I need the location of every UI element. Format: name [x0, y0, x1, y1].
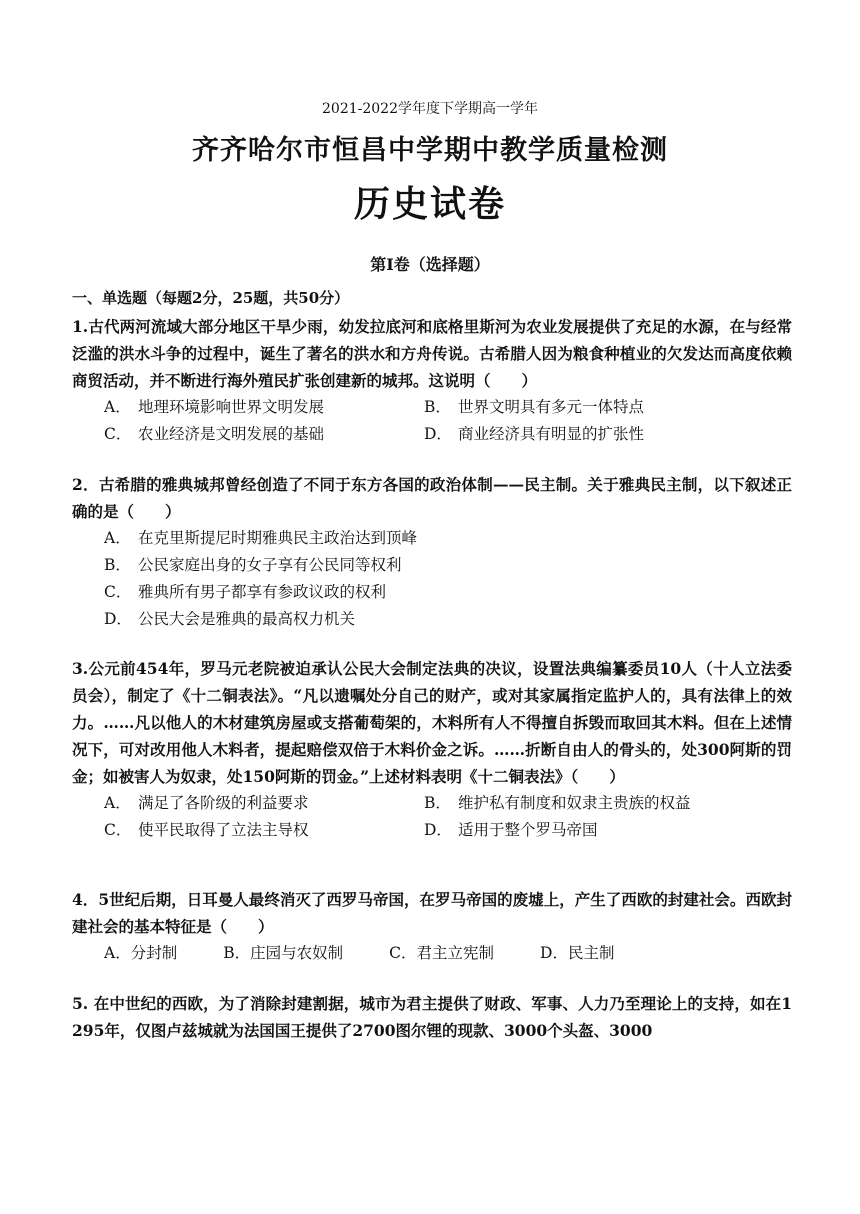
question-2 — [72, 471, 792, 633]
option-text: 适用于整个罗马帝国 — [458, 821, 598, 839]
option-letter: A． — [104, 398, 131, 416]
option-a — [104, 790, 424, 817]
option-b — [424, 394, 744, 421]
option-text: 在克里斯提尼时期雅典民主政治达到顶峰 — [138, 529, 418, 547]
option-d — [424, 421, 744, 448]
exam-subject-title: 历史试卷 — [353, 183, 506, 225]
question-stem: 1.古代两河流域大部分地区干旱少雨，幼发拉底河和底格里斯河为农业发展提供了充足的水源，在与经常泛滥的洪水斗争的过程中，诞生了著名的洪水和方舟传说。古希腊人因为粮食种植业的欠发达而高度依赖商贸活动，并不断进行海外殖民扩张创建新的城邦。这说明（ ） — [72, 317, 792, 390]
section-heading: 一、单选题（每题2分，25题，共50分） — [72, 289, 350, 307]
option-text: 雅典所有男子都享有参政议政的权利 — [138, 583, 387, 601]
option-text: 庄园与农奴制 — [250, 944, 344, 962]
option-text: 商业经济具有明显的扩张性 — [458, 425, 645, 443]
question-options — [72, 525, 792, 633]
option-text: 维护私有制度和奴隶主贵族的权益 — [458, 794, 691, 812]
option-b — [104, 552, 792, 579]
option-letter: A． — [104, 944, 131, 962]
exam-year-line: 2021-2022学年度下学期高一学年 — [322, 101, 538, 117]
question-3 — [72, 655, 792, 844]
option-b — [424, 790, 744, 817]
question-options — [72, 940, 792, 967]
question-stem: 4．5世纪后期，日耳曼人最终消灭了西罗马帝国，在罗马帝国的废墟上，产生了西欧的封建社会。西欧封建社会的基本特征是（ ） — [72, 890, 792, 936]
option-c — [389, 940, 494, 967]
option-letter: B． — [223, 944, 251, 962]
option-d — [540, 940, 614, 967]
option-letter: C． — [104, 583, 132, 601]
option-letter: D． — [540, 944, 568, 962]
option-a — [104, 940, 177, 967]
option-text: 分封制 — [130, 944, 178, 962]
option-text: 使平民取得了立法主导权 — [138, 821, 309, 839]
option-text: 满足了各阶级的利益要求 — [138, 794, 309, 812]
option-letter: D． — [424, 425, 452, 443]
option-letter: D． — [424, 821, 452, 839]
option-c — [104, 421, 424, 448]
option-c — [104, 579, 792, 606]
option-d — [104, 606, 792, 633]
question-options — [72, 790, 792, 844]
option-text: 地理环境影响世界文明发展 — [138, 398, 325, 416]
option-letter: C． — [104, 821, 132, 839]
question-stem: 3.公元前454年，罗马元老院被迫承认公民大会制定法典的决议，设置法典编纂委员10人（十人立法委员会），制定了《十二铜表法》。“凡以遗嘱处分自己的财产，或对其家属指定监护人的，具有法律上的效力。……凡以他人的木材建筑房屋或支搭葡萄架的，木料所有人不得擅自拆毁而取回其木料。但在上述情况下，可对改用他人木料者，提起赔偿双倍于木料价金之诉。……折断自由人的骨头的，处300阿斯的罚金；如被害人为奴隶，处150阿斯的罚金。”上述材料表明《十二铜表法》（ ） — [72, 659, 792, 786]
question-5 — [72, 990, 792, 1044]
option-b — [223, 940, 343, 967]
exam-school-title: 齐齐哈尔市恒昌中学期中教学质量检测 — [192, 135, 668, 166]
option-text: 公民家庭出身的女子享有公民同等权利 — [138, 556, 402, 574]
option-letter: D． — [104, 610, 132, 628]
option-text: 农业经济是文明发展的基础 — [138, 425, 325, 443]
question-4 — [72, 886, 792, 967]
option-a — [104, 525, 792, 552]
question-options — [72, 394, 792, 448]
option-a — [104, 394, 424, 421]
option-letter: A． — [104, 529, 131, 547]
option-c — [104, 817, 424, 844]
option-letter: B． — [424, 794, 451, 812]
option-text: 民主制 — [567, 944, 615, 962]
question-stem: 2．古希腊的雅典城邦曾经创造了不同于东方各国的政治体制——民主制。关于雅典民主制，以下叙述正确的是（ ） — [72, 475, 792, 521]
option-letter: B． — [424, 398, 451, 416]
question-1 — [72, 313, 792, 448]
option-text: 公民大会是雅典的最高权力机关 — [138, 610, 356, 628]
option-letter: A． — [104, 794, 131, 812]
option-text: 世界文明具有多元一体特点 — [458, 398, 645, 416]
option-letter: C． — [104, 425, 132, 443]
option-d — [424, 817, 744, 844]
exam-part-heading: 第Ⅰ卷（选择题） — [370, 255, 490, 274]
option-text: 君主立宪制 — [416, 944, 495, 962]
question-stem: 5. 在中世纪的西欧，为了消除封建割据，城市为君主提供了财政、军事、人力乃至理论上的支持，如在1295年，仅图卢兹城就为法国国王提供了2700图尔锂的现款、3000个头盔、3000 — [72, 994, 792, 1040]
option-letter: C． — [389, 944, 417, 962]
option-letter: B． — [104, 556, 131, 574]
